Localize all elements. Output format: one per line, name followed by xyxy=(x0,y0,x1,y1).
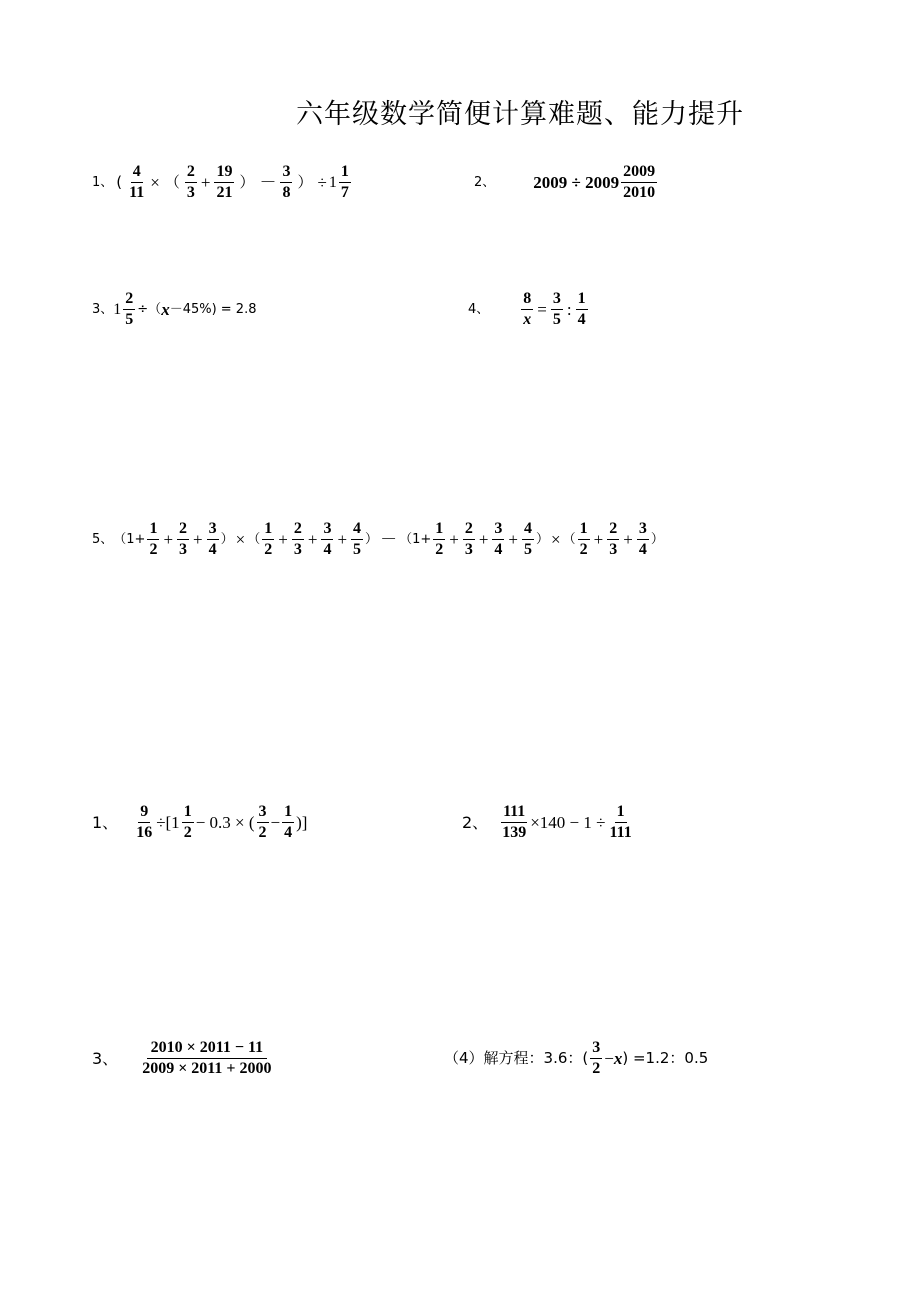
fraction: $\frac{3}{5}$ xyxy=(552,290,561,328)
fraction: $\frac{2}{3}$ xyxy=(609,520,618,558)
minus-sign: － xyxy=(380,530,398,549)
group-close: ） xyxy=(365,532,379,547)
fraction: $\frac{4}{11}$ xyxy=(129,163,145,201)
problem-b4 xyxy=(444,1040,708,1077)
fraction: $\frac{1}{111}$ xyxy=(609,803,632,841)
problem-b3-label: 3、 xyxy=(92,1048,119,1068)
minus-sign: − xyxy=(270,813,281,832)
problem-4 xyxy=(468,291,590,328)
fraction: $\frac{3}{2}$ xyxy=(592,1039,601,1077)
group-open: （ xyxy=(562,532,576,547)
minus-sign: － xyxy=(259,173,277,192)
operator-text: − 0.3 × ( xyxy=(195,813,255,832)
bracket: ） xyxy=(297,173,313,191)
fraction: $\frac{2}{3}$ xyxy=(464,520,473,558)
plus-sign: + xyxy=(193,530,203,549)
problem-5 xyxy=(92,521,664,558)
problem-2 xyxy=(474,164,659,201)
fraction: $\frac{4}{5}$ xyxy=(353,520,362,558)
bracket: ( xyxy=(116,173,123,191)
bracket: （ xyxy=(164,173,180,191)
plus-sign: + xyxy=(478,530,489,549)
plus-sign: + xyxy=(449,530,459,549)
group-open: （ xyxy=(247,532,261,547)
fraction: $\frac{9}{16}$ xyxy=(136,803,153,841)
problem-5-label: 5、 xyxy=(92,532,114,547)
divide-sign: ÷ xyxy=(317,173,327,192)
plus-sign: + xyxy=(307,530,318,549)
problem-b1 xyxy=(92,804,307,841)
group-close: ） xyxy=(220,532,234,547)
fraction: $\frac{2009}{2010}$ xyxy=(623,163,656,201)
problem-1 xyxy=(92,164,353,201)
bracket: ） xyxy=(239,173,255,191)
fraction: $\frac{1}{2}$ xyxy=(183,803,192,841)
fraction: $\frac{3}{4}$ xyxy=(638,520,647,558)
problem-b2-label: 2、 xyxy=(462,812,489,832)
problem-1-label: 1、 xyxy=(92,175,114,190)
plus-sign: + xyxy=(337,530,348,549)
mixed-integer: 1 xyxy=(328,173,337,191)
operator-text: ÷[1 xyxy=(156,813,180,832)
fraction: $\frac{1}{2}$ xyxy=(579,520,588,558)
operator-text: ×140 − 1 ÷ xyxy=(530,813,606,832)
minus-sign: − xyxy=(604,1049,614,1068)
group-close: ） xyxy=(650,532,664,547)
group-open: （1+ xyxy=(399,532,432,547)
fraction: $\frac{2}{3}$ xyxy=(186,163,195,201)
plus-sign: + xyxy=(278,530,288,549)
plus-sign: + xyxy=(508,530,519,549)
operator-text: ÷（ xyxy=(137,302,162,317)
expression: 2009 ÷ 2009 xyxy=(533,173,620,192)
fraction: $\frac{3}{4}$ xyxy=(208,520,217,558)
times-sign: × xyxy=(551,530,561,549)
page-title: 六年级数学简便计算难题、能力提升 xyxy=(296,99,744,130)
times-sign: × xyxy=(235,530,246,549)
problem-b3 xyxy=(92,1040,278,1077)
fraction: $\frac{1}{7}$ xyxy=(340,163,349,201)
mixed-integer: 1 xyxy=(113,300,122,318)
equation-rest: －45%) = 2.8 xyxy=(169,302,257,317)
fraction: $\frac{8}{x}$ xyxy=(523,290,532,328)
closing-brackets: )] xyxy=(296,813,308,832)
fraction: $\frac{1}{2}$ xyxy=(435,520,444,558)
fraction: $\frac{2}{3}$ xyxy=(293,520,302,558)
ratio-colon: : xyxy=(566,300,572,319)
problem-2-label: 2、 xyxy=(474,175,496,190)
plus-sign: + xyxy=(593,530,604,549)
equals-sign: = xyxy=(537,300,547,319)
problem-3 xyxy=(92,291,257,328)
equation-rest: ) =1.2：0.5 xyxy=(622,1049,709,1067)
fraction: $\frac{3}{4}$ xyxy=(323,520,332,558)
fraction: $\frac{3}{8}$ xyxy=(282,163,291,201)
group-open: （1+ xyxy=(113,532,146,547)
group-close: ） xyxy=(536,532,550,547)
problem-3-label: 3、 xyxy=(92,302,114,317)
fraction: $\frac{2}{5}$ xyxy=(125,290,134,328)
problem-b1-label: 1、 xyxy=(92,812,119,832)
plus-sign: + xyxy=(200,173,211,192)
fraction: $\frac{2}{3}$ xyxy=(179,520,188,558)
fraction: $\frac{19}{21}$ xyxy=(216,163,233,201)
fraction: $\frac{4}{5}$ xyxy=(524,520,533,558)
variable-x: x xyxy=(161,300,170,319)
fraction: $\frac{1}{2}$ xyxy=(264,520,273,558)
fraction: $\frac{1}{4}$ xyxy=(577,290,586,328)
problem-b4-label: （4）解方程：3.6：( xyxy=(444,1049,589,1067)
fraction: $\frac{1}{2}$ xyxy=(149,520,158,558)
problem-b2 xyxy=(462,804,636,841)
fraction: $\frac{2010 \times 2011 - 11}{2009 \times 2011 + 2000}$ xyxy=(142,1039,272,1077)
problem-4-label: 4、 xyxy=(468,302,490,317)
plus-sign: + xyxy=(163,530,174,549)
fraction: $\frac{3}{4}$ xyxy=(494,520,503,558)
times-sign: × xyxy=(150,173,160,192)
plus-sign: + xyxy=(623,530,633,549)
fraction: $\frac{3}{2}$ xyxy=(258,803,267,841)
fraction: $\frac{1}{4}$ xyxy=(284,803,293,841)
fraction: $\frac{111}{139}$ xyxy=(502,803,527,841)
variable-x: x xyxy=(613,1049,623,1068)
